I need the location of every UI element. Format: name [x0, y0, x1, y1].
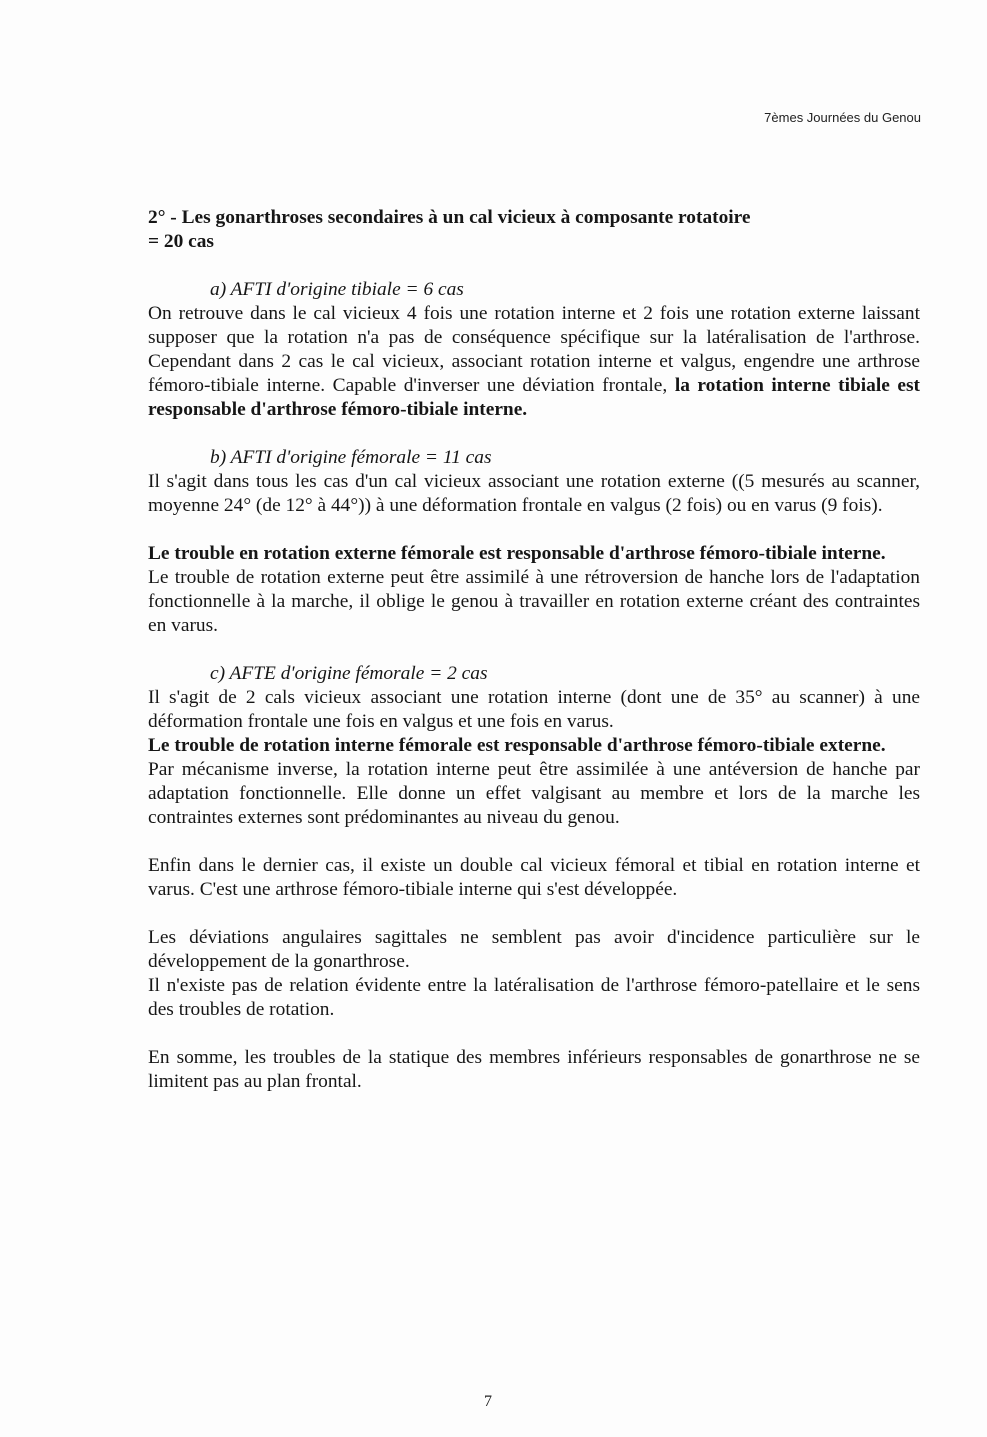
subsection-b-explanation: Le trouble de rotation externe peut être assimilé à une rétroversion de hanche lors de l'adaptation fonctionnelle à la marche, il oblige le genou à travailler en rotation externe créant des contraintes en varus. [148, 567, 920, 636]
spacer [148, 1022, 920, 1046]
spacer [148, 254, 920, 278]
sagittal-paragraph: Les déviations angulaires sagittales ne semblent pas avoir d'incidence particulière sur le développement de la gonarthrose. [148, 927, 920, 972]
subsection-c-conclusion: Le trouble de rotation interne fémorale est responsable d'arthrose fémoro-tibiale externe. [148, 735, 886, 756]
spacer [148, 902, 920, 926]
running-header: 7èmes Journées du Genou [764, 110, 921, 125]
subsection-a-text: On retrouve dans le cal vicieux 4 fois une rotation interne et 2 fois une rotation externe laissant supposer que la rotation n'a pas de conséquence spécifique sur la latéralisation de l'arthrose. Cependant dans 2 cas le cal vicieux, associant rotation interne et valgus, engendre une arthrose fémoro-tibiale interne. Capable d'inverser une déviation frontale, [148, 303, 920, 396]
subsection-b-conclusion: Le trouble en rotation externe fémorale est responsable d'arthrose fémoro-tibiale interne. [148, 543, 886, 564]
subsection-c-text: Il s'agit de 2 cals vicieux associant une rotation interne (dont une de 35° au scanner) à une déformation frontale une fois en valgus et une fois en varus. [148, 687, 920, 732]
subsection-b-heading: b) AFTI d'origine fémorale = 11 cas [210, 447, 492, 468]
subsection-a-heading: a) AFTI d'origine tibiale = 6 cas [210, 279, 464, 300]
spacer [148, 638, 920, 662]
section-title-line-2: = 20 cas [148, 231, 214, 252]
patellar-paragraph: Il n'existe pas de relation évidente entre la latéralisation de l'arthrose fémoro-patellaire et le sens des troubles de rotation. [148, 975, 920, 1020]
body-text [148, 206, 920, 1094]
spacer [148, 422, 920, 446]
subsection-b-text: Il s'agit dans tous les cas d'un cal vicieux associant une rotation externe ((5 mesurés au scanner, moyenne 24° (de 12° à 44°)) à une déformation frontale en valgus (2 fois) ou en varus (9 fois). [148, 471, 920, 516]
section-title-line-1: 2° - Les gonarthroses secondaires à un cal vicieux à composante rotatoire [148, 207, 751, 228]
subsection-a-conclusion: la rotation interne tibiale est responsable d'arthrose fémoro-tibiale interne. [148, 375, 920, 420]
page-number: 7 [484, 1393, 492, 1410]
last-case-paragraph: Enfin dans le dernier cas, il existe un double cal vicieux fémoral et tibial en rotation interne et varus. C'est une arthrose fémoro-tibiale interne qui s'est développée. [148, 855, 920, 900]
summary-paragraph: En somme, les troubles de la statique des membres inférieurs responsables de gonarthrose ne se limitent pas au plan frontal. [148, 1047, 920, 1092]
spacer [148, 830, 920, 854]
subsection-c-explanation: Par mécanisme inverse, la rotation interne peut être assimilée à une antéversion de hanche par adaptation fonctionnelle. Elle donne un effet valgisant au membre et lors de la marche les contraintes externes sont prédominantes au niveau du genou. [148, 759, 920, 828]
subsection-a-paragraph [148, 302, 920, 422]
section-title [148, 206, 920, 254]
subsection-c-heading: c) AFTE d'origine fémorale = 2 cas [210, 663, 488, 684]
spacer [148, 518, 920, 542]
